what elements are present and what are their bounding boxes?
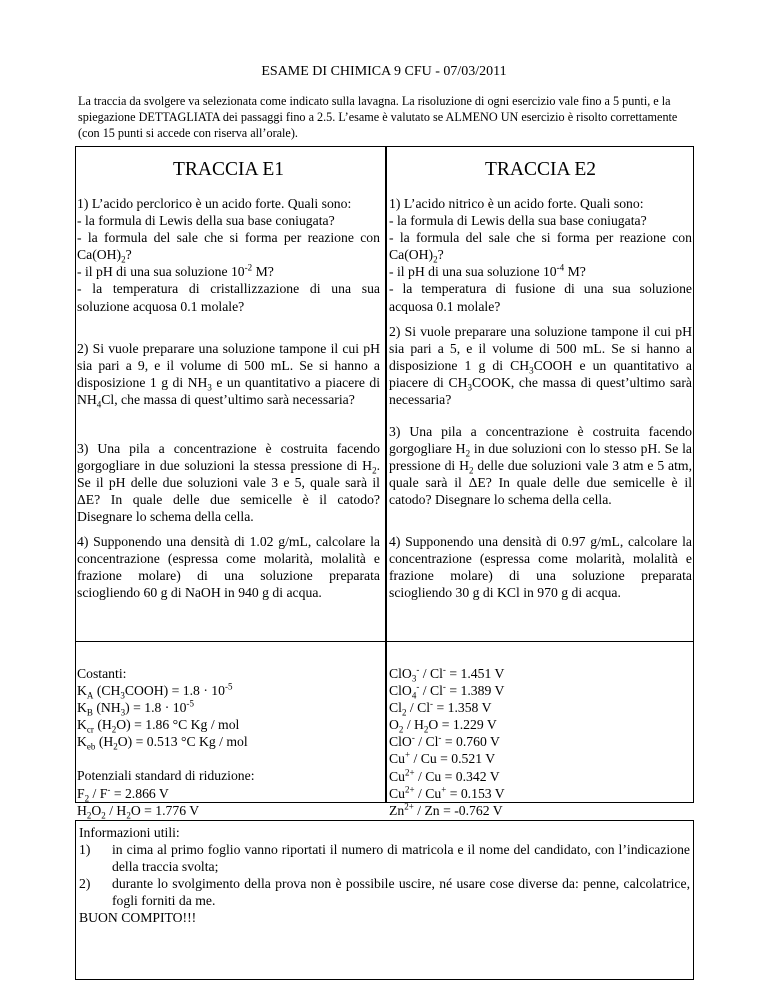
info-item: [79, 875, 690, 909]
potential-item: $Cu^{2+} / Cu^+ = 0.153$ V: [389, 784, 505, 801]
intro-text: La traccia da svolgere va selezionata come indicato sulla lavagna. La risoluzione di ogni esercizio vale fino a 5 punti, e la spiegazione DETTAGLIATA dei passaggi fino a 2.5. L’esame è valutato se ALMENO UN esercizio è risolto correttamente (con 15 punti si accede con riserva all’orale).: [78, 94, 678, 140]
e1-q1-line: - la formula del sale che si forma per reazione con $Ca(OH)_2$?: [77, 230, 380, 266]
potenziali-heading: Potenziali standard di riduzione:: [77, 768, 255, 784]
potential-item: ClO$_4$- / Cl- = 1.389 V: [389, 681, 505, 701]
e1-question-1: [77, 195, 380, 315]
e1-q1-line: - la temperatura di cristallizzazione di una sua soluzione acquosa 0.1 molale?: [77, 281, 380, 314]
potential-h2o2: $H_2O_2 / H_2O = 1.776$ V: [77, 802, 200, 821]
e2-q1-line: - la temperatura di fusione di una sua soluzione acquosa 0.1 molale?: [389, 281, 692, 314]
closing-text: BUON COMPITO!!!: [79, 910, 197, 926]
e2-question-1: [389, 195, 692, 315]
potenziali-list: [389, 665, 692, 819]
potential-item: $Zn^{2+} / Zn = -0.762$ V: [389, 801, 503, 818]
info-item-number: 1): [79, 842, 91, 858]
e2-question-3: 3) Una pila a concentrazione è costruita facendo gorgogliare $H_2$ in due soluzioni con lo stesso pH. Se la pressione di $H_2$ delle due soluzioni vale 3 atm e 5 atm, quale sarà il ΔE? In quale delle due semicelle è il catodo? Disegnare lo schema della cella.: [389, 424, 692, 508]
traccia-e2-heading: TRACCIA E2: [484, 159, 597, 180]
constant-ka: $K_A$ $(CH_3COOH) = 1.8 \cdot 10^{-5}$: [77, 681, 233, 701]
constant-keb: $K_{eb}$ $(H_2O) = 0.513$ °C Kg / mol: [77, 734, 248, 753]
potential-item: $Cl_2 / Cl^- = 1.358$ V: [389, 698, 492, 718]
e1-q1-line: - il pH di una sua soluzione $10^{-2}$ M?: [77, 262, 274, 280]
e1-q1-line: 1) L’acido perclorico è un acido forte. Quali sono:: [77, 196, 352, 211]
tracce-table: [75, 146, 694, 821]
info-item: [79, 841, 690, 875]
e1-q1-line: - la formula di Lewis della sua base coniugata?: [77, 213, 335, 229]
e2-question-4: 4) Supponendo una densità di 0.97 g/mL, calcolare la concentrazione (espressa come molarità, molalità e frazione molare) di una soluzione preparata sciogliendo 30 g di KCl in 970 g di acqua.: [389, 534, 692, 601]
column-divider: [385, 147, 387, 802]
potential-item: ClO- / Cl- = 0.760 V: [389, 732, 500, 750]
constant-kb: $K_B$ $(NH_3) = 1.8 \cdot 10^{-5}$: [77, 698, 194, 718]
e2-question-2: 2) Si vuole preparare una soluzione tampone il cui pH sia pari a 5, e il volume di 500 mL. Se si hanno a disposizione 1 g di $CH_3COOH$ e un quantitativo a piacere di $CH_3COOK$, che massa di quest’ultimo sarà necessaria?: [389, 324, 692, 408]
potential-item: $Cu^{2+} / Cu = 0.342$ V: [389, 767, 500, 784]
potential-f2: $F_2 / F^- = 2.866$ V: [77, 784, 169, 804]
info-box: [75, 820, 694, 980]
traccia-e1-heading: TRACCIA E1: [172, 159, 285, 180]
page-title: ESAME DI CHIMICA 9 CFU - 07/03/2011: [261, 64, 507, 79]
info-item-number: 2): [79, 876, 91, 892]
potential-item: ClO$_3$- / Cl- = 1.451 V: [389, 664, 505, 684]
e2-q1-line: - la formula di Lewis della sua base coniugata?: [389, 213, 647, 229]
info-heading: Informazioni utili:: [79, 825, 180, 840]
constant-kcr: $K_{cr}$ $(H_2O) = 1.86$ °C Kg / mol: [77, 717, 240, 736]
e1-question-4: 4) Supponendo una densità di 1.02 g/mL, calcolare la concentrazione (espressa come molarità, molalità e frazione molare) di una soluzione preparata sciogliendo 60 g di NaOH in 940 g di acqua.: [77, 534, 380, 601]
potential-item: Cu+ / Cu = 0.521 V: [389, 749, 496, 767]
costanti-heading: Costanti:: [77, 666, 127, 681]
e1-question-2: 2) Si vuole preparare una soluzione tampone il cui pH sia pari a 9, e il volume di 500 mL. Se si hanno a disposizione 1 g di $NH_3$ e un quantitativo a piacere di $NH_4Cl$, che massa di quest’ultimo sarà necessaria?: [77, 341, 380, 411]
e2-q1-line: - il pH di una sua soluzione $10^{-4}$ M?: [389, 262, 586, 280]
potential-item: $O_2 / H_2O = 1.229$ V: [389, 717, 497, 736]
e2-q1-line: - la formula del sale che si forma per reazione con $Ca(OH)_2$?: [389, 230, 692, 266]
info-item-text: in cima al primo foglio vanno riportati il numero di matricola e il nome del candidato, con l’indicazione della traccia svolta;: [112, 842, 690, 875]
row-divider: [76, 641, 693, 642]
info-item-text: durante lo svolgimento della prova non è possibile uscire, né usare cose diverse da: penne, calcolatrice, fogli forniti da me.: [112, 876, 690, 909]
e2-q1-line: 1) L’acido nitrico è un acido forte. Quali sono:: [389, 196, 644, 211]
costanti-block: [77, 665, 380, 819]
e1-question-3: 3) Una pila a concentrazione è costruita facendo gorgogliare in due soluzioni la stessa pressione di $H_2$. Se il pH delle due soluzioni vale 3 e 5, quale sarà il ΔE? In quale delle due semicelle è il catodo? Disegnare lo schema della cella.: [77, 441, 380, 525]
